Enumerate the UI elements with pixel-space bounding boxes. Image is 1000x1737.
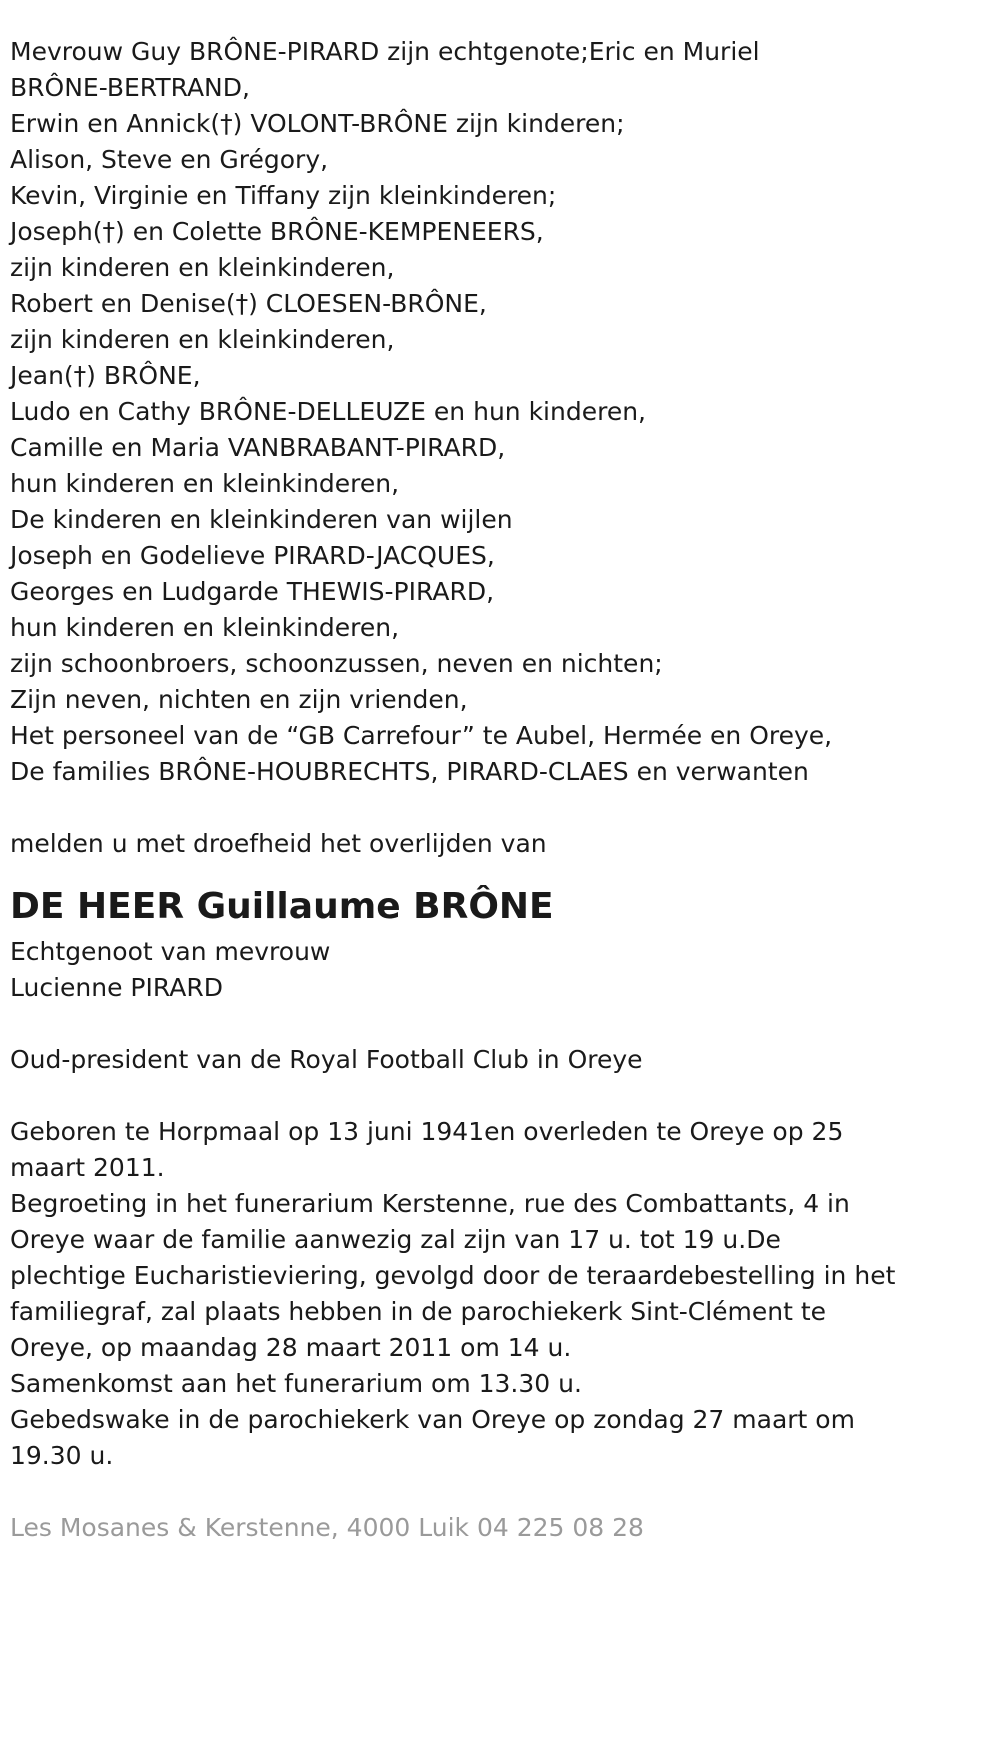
spouse-name: Lucienne PIRARD <box>10 973 223 1002</box>
family-list <box>10 34 990 790</box>
family-line: De families BRÔNE-HOUBRECHTS, PIRARD-CLAES en verwanten <box>10 757 809 786</box>
family-line: Zijn neven, nichten en zijn vrienden, <box>10 685 468 714</box>
family-line: Jean(†) BRÔNE, <box>10 361 201 390</box>
funeral-home-contact: Les Mosanes & Kerstenne, 4000 Luik 04 225 08 28 <box>10 1513 644 1542</box>
family-line: Alison, Steve en Grégory, <box>10 145 329 174</box>
family-line: hun kinderen en kleinkinderen, <box>10 613 400 642</box>
vigil-text: Gebedswake in de parochiekerk van Oreye op zondag 27 maart om 19.30 u. <box>10 1405 855 1470</box>
family-line: Het personeel van de “GB Carrefour” te Aubel, Hermée en Oreye, <box>10 721 833 750</box>
deceased-name-heading: DE HEER Guillaume BRÔNE <box>10 886 554 927</box>
family-line: zijn schoonbroers, schoonzussen, neven en nichten; <box>10 649 663 678</box>
birth-death-text: Geboren te Horpmaal op 13 juni 1941en overleden te Oreye op 25 maart 2011. <box>10 1117 844 1182</box>
family-line: Georges en Ludgarde THEWIS-PIRARD, <box>10 577 495 606</box>
family-line: Erwin en Annick(†) VOLONT-BRÔNE zijn kinderen; <box>10 109 625 138</box>
spouse-line: Echtgenoot van mevrouw <box>10 937 331 966</box>
family-line: Camille en Maria VANBRABANT-PIRARD, <box>10 433 506 462</box>
announcement-text: melden u met droefheid het overlijden van <box>10 829 547 858</box>
family-line: hun kinderen en kleinkinderen, <box>10 469 400 498</box>
family-line: Mevrouw Guy BRÔNE-PIRARD zijn echtgenote;Eric en Muriel BRÔNE-BERTRAND, <box>10 37 760 102</box>
family-line: zijn kinderen en kleinkinderen, <box>10 325 395 354</box>
family-line: Joseph en Godelieve PIRARD-JACQUES, <box>10 541 495 570</box>
family-line: Kevin, Virginie en Tiffany zijn kleinkinderen; <box>10 181 557 210</box>
family-line: De kinderen en kleinkinderen van wijlen <box>10 505 513 534</box>
gathering-text: Samenkomst aan het funerarium om 13.30 u. <box>10 1369 582 1398</box>
deceased-title: Oud-president van de Royal Football Club in Oreye <box>10 1045 643 1074</box>
family-line: Ludo en Cathy BRÔNE-DELLEUZE en hun kinderen, <box>10 397 646 426</box>
family-line: zijn kinderen en kleinkinderen, <box>10 253 395 282</box>
family-line: Robert en Denise(†) CLOESEN-BRÔNE, <box>10 289 487 318</box>
viewing-ceremony-text: Begroeting in het funerarium Kerstenne, rue des Combattants, 4 in Oreye waar de familie aanwezig zal zijn van 17 u. tot 19 u.De plechtige Eucharistieviering, gevolgd door de teraardebestelling in het familiegraf, zal plaats hebben in de parochiekerk Sint-Clément te Oreye, op maandag 28 maart 2011 om 14 u. <box>10 1189 896 1362</box>
family-line: Joseph(†) en Colette BRÔNE-KEMPENEERS, <box>10 217 544 246</box>
